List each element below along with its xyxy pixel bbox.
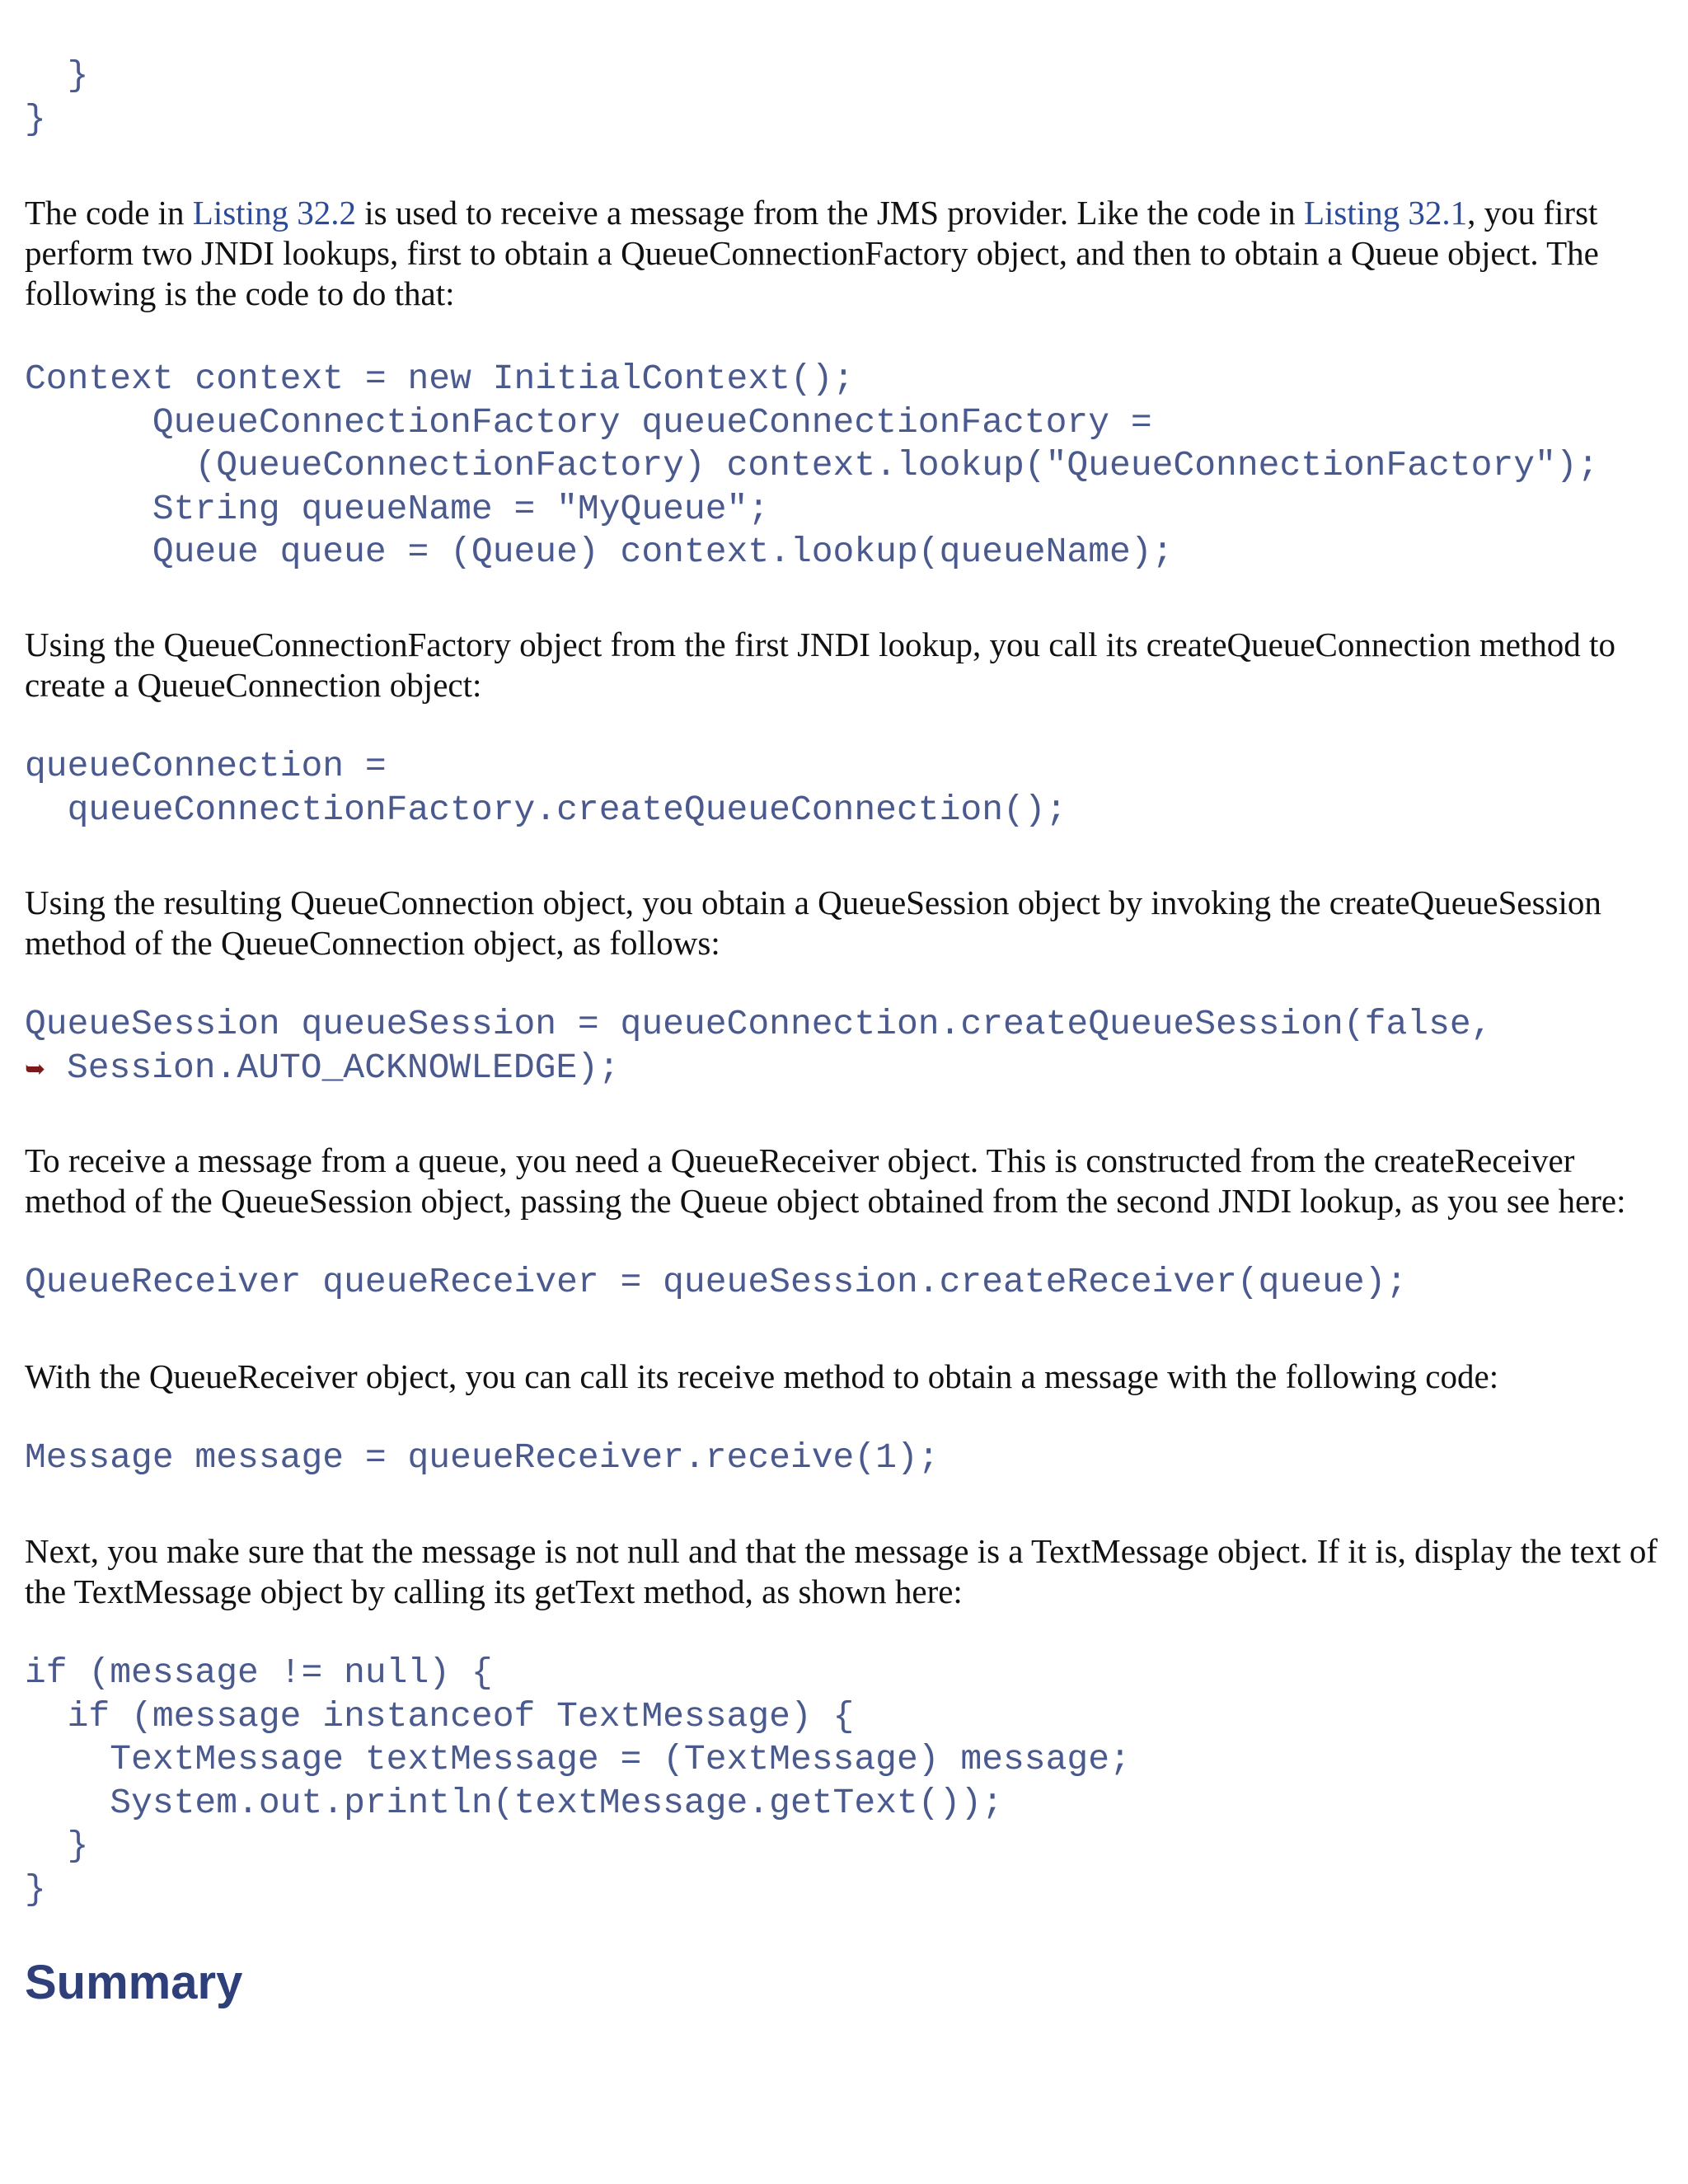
code-block-textmessage: [25, 1652, 1131, 1911]
code-line: }: [25, 1825, 89, 1866]
listing-32-1-link[interactable]: Listing 32.1: [1303, 194, 1468, 232]
code-line: QueueReceiver queueReceiver = queueSession.createReceiver(queue);: [25, 1262, 1408, 1302]
code-line: String queueName = "MyQueue";: [25, 488, 770, 529]
paragraph-receive: With the QueueReceiver object, you can call its receive method to obtain a message with the following code:: [25, 1357, 1499, 1395]
listing-32-2-link[interactable]: Listing 32.2: [192, 194, 356, 232]
code-block-create-receiver: [25, 1261, 1407, 1305]
code-line: QueueConnectionFactory queueConnectionFactory =: [25, 401, 1152, 443]
code-line: if (message instanceof TextMessage) {: [25, 1695, 855, 1736]
paragraph-create-connection: Using the QueueConnectionFactory object from the first JNDI lookup, you call its createQueueConnection method to create a QueueConnection object:: [25, 626, 1615, 704]
code-line: Context context = new InitialContext();: [25, 359, 855, 399]
code-line: if (message != null) {: [25, 1652, 493, 1693]
paragraph-create-receiver: To receive a message from a queue, you need a QueueReceiver object. This is constructed from the createReceiver method of the QueueSession object, passing the Queue object obtained from the second JNDI lookup, as you see here:: [25, 1141, 1626, 1220]
code-block-create-session: [25, 1003, 1493, 1091]
code-block-jndi-lookup: [25, 358, 1599, 574]
section-heading-summary: Summary: [25, 1956, 243, 2009]
code-line: queueConnectionFactory.createQueueConnection();: [25, 789, 1067, 830]
text-run: is used to receive a message from the JMS provider. Like the code in: [355, 194, 1304, 232]
text-run: , you first perform two JNDI lookups, first to obtain a QueueConnectionFactory object, and then to obtain a Queue object. The following is the code to do that:: [25, 194, 1599, 312]
code-line: Session.AUTO_ACKNOWLEDGE);: [66, 1047, 620, 1088]
code-line: }: [25, 98, 46, 139]
code-block-create-connection: [25, 745, 1067, 832]
code-block-closing-braces: [25, 54, 88, 141]
line-continuation-arrow-icon: ➥: [25, 1054, 46, 1084]
text-run: The code in: [25, 194, 193, 232]
code-line: (QueueConnectionFactory) context.lookup("QueueConnectionFactory");: [25, 445, 1599, 485]
code-line: QueueSession queueSession = queueConnection.createQueueSession(false,: [25, 1004, 1493, 1044]
paragraph-intro: [25, 193, 1661, 314]
code-line: queueConnection =: [25, 746, 387, 786]
paragraph-create-session: Using the resulting QueueConnection object, you obtain a QueueSession object by invoking the createQueueSession method of the QueueConnection object, as follows:: [25, 883, 1601, 962]
code-line: TextMessage textMessage = (TextMessage) message;: [25, 1739, 1131, 1779]
code-line: }: [25, 1868, 46, 1910]
code-line: System.out.println(textMessage.getText());: [25, 1782, 1003, 1823]
code-block-receive: [25, 1436, 940, 1480]
code-line: Message message = queueReceiver.receive(1);: [25, 1437, 940, 1478]
code-line: Queue queue = (Queue) context.lookup(queueName);: [25, 532, 1174, 572]
code-line: }: [25, 55, 89, 96]
paragraph-textmessage: Next, you make sure that the message is not null and that the message is a TextMessage object. If it is, display the text of the TextMessage object by calling its getText method, as shown here:: [25, 1532, 1658, 1610]
